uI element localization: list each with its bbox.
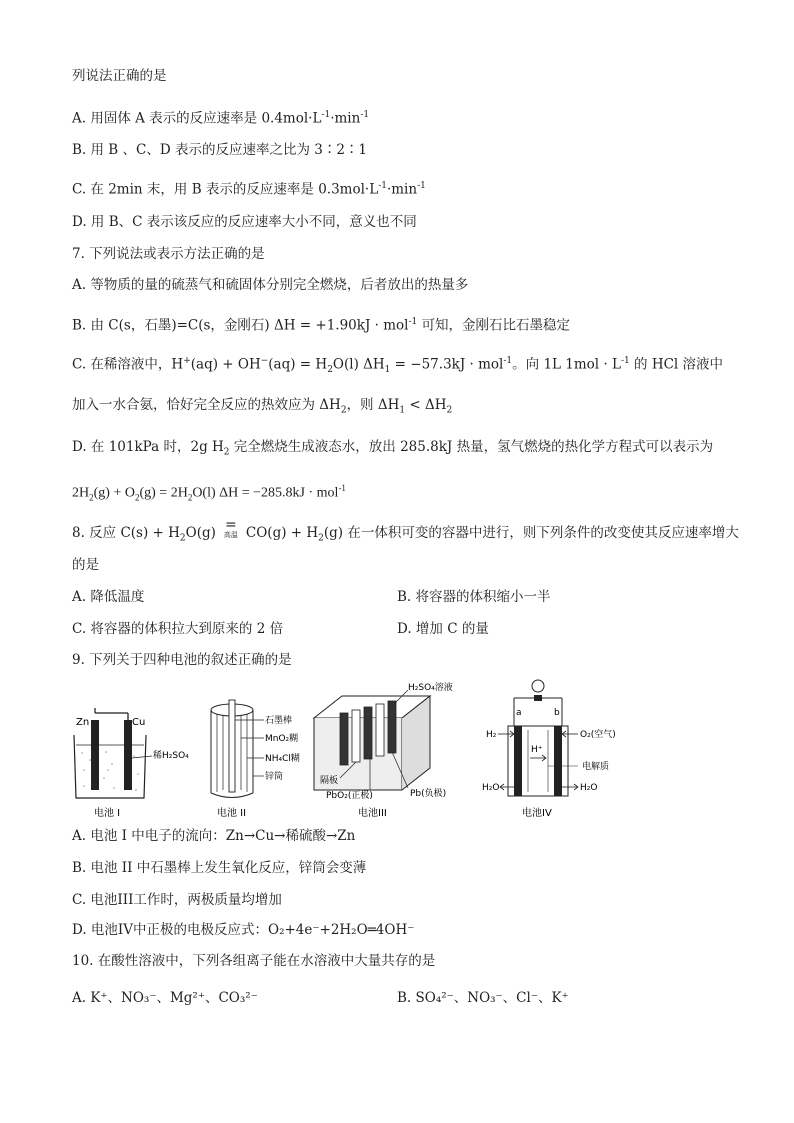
q10-stem: 10. 在酸性溶液中，下列各组离子能在水溶液中大量共存的是 (72, 953, 436, 969)
q6-option-a: A. 用固体 A 表示的反应速率是 $0.4mol\cdot L^{-1}\cdot\min^{-1}$ (72, 110, 370, 127)
svg-text:Pb(负极): Pb(负极) (410, 789, 447, 799)
q8-option-b: B. 将容器的体积缩小一半 (397, 589, 551, 605)
q8-stem: 8. 反应 $C(s) + H_2O(g)$ = 高温 $CO(g) + H_2(g)$ 在一体积可变的容器中进行，则下列条件的改变使其反应速率增大 (72, 517, 739, 544)
svg-text:O₂(空气): O₂(空气) (580, 730, 616, 740)
q9-stem: 9. 下列关于四种电池的叙述正确的是 (72, 652, 292, 668)
svg-text:电池 II: 电池 II (217, 808, 247, 819)
q8-option-c: C. 将容器的体积拉大到原来的 2 倍 (72, 621, 284, 637)
q7-option-c-line2: 加入一水合氨，恰好完全反应的热效应为 $\Delta H_2$，则 $\Delta H_1 < \Delta H_2$ (72, 397, 453, 416)
svg-text:PbO₂(正极): PbO₂(正极) (326, 791, 373, 801)
svg-text:电解质: 电解质 (582, 762, 610, 772)
svg-text:电池IV: 电池IV (522, 808, 552, 819)
svg-text:H⁺: H⁺ (531, 745, 543, 755)
q8-stem-line2: 的是 (72, 557, 99, 573)
svg-text:石墨棒: 石墨棒 (265, 716, 293, 726)
svg-text:Cu: Cu (132, 717, 146, 728)
svg-text:MnO₂糊: MnO₂糊 (265, 734, 299, 744)
figure-battery-3 (312, 678, 472, 823)
q7-option-a: A. 等物质的量的硫蒸气和硫固体分别完全燃烧，后者放出的热量多 (72, 277, 469, 293)
q6-option-b: B. 用 B 、C、D 表示的反应速率之比为 3∶2∶1 (72, 142, 368, 158)
q7-option-c: C. 在稀溶液中，$H^+(aq) + OH^-(aq) = H_2O(l) \Delta H_1 = -57.3kJ \cdot mol^{-1}$。向 1L $1mol \cdot L^{-1}$ 的 HCl 溶液中 (72, 356, 724, 376)
svg-text:NH₄Cl糊: NH₄Cl糊 (265, 754, 300, 764)
svg-text:H₂SO₄溶液: H₂SO₄溶液 (408, 683, 453, 693)
figure-battery-4 (478, 668, 623, 823)
svg-text:Zn: Zn (76, 717, 90, 728)
q8-option-d: D. 增加 C 的量 (397, 621, 489, 637)
q9-option-b: B. 电池 II 中石墨棒上发生氧化反应，锌筒会变薄 (72, 860, 367, 876)
svg-text:H₂O: H₂O (580, 783, 598, 793)
figure-battery-1 (72, 678, 207, 823)
svg-text:电池III: 电池III (358, 808, 387, 819)
svg-text:H₂O: H₂O (482, 783, 500, 793)
svg-text:电池 I: 电池 I (94, 808, 121, 819)
q8-option-a: A. 降低温度 (72, 589, 145, 605)
q6-option-c: C. 在 2min 末，用 B 表示的反应速率是 $0.3mol\cdot L^{-1}\cdot\min^{-1}$ (72, 181, 426, 198)
svg-text:a: a (516, 708, 522, 718)
q10-option-a: A. K⁺、NO₃⁻、Mg²⁺、CO₃²⁻ (72, 990, 258, 1006)
svg-text:锌筒: 锌筒 (265, 772, 284, 782)
reaction-condition: = 高温 (223, 517, 238, 539)
figure-battery-2 (207, 678, 317, 823)
svg-text:稀H₂SO₄: 稀H₂SO₄ (153, 751, 189, 761)
q9-option-c: C. 电池III工作时，两极质量均增加 (72, 892, 282, 908)
q9-option-d: D. 电池IV中正极的电极反应式：O₂+4e⁻+2H₂O═4OH⁻ (72, 922, 415, 938)
q9-option-a: A. 电池 I 中电子的流向：Zn→Cu→稀硫酸→Zn (72, 828, 356, 844)
svg-text:b: b (554, 708, 560, 718)
svg-text:隔板: 隔板 (320, 776, 339, 786)
q7-option-d: D. 在 101kPa 时，2g $H_2$ 完全燃烧生成液态水，放出 285.8kJ 热量，氢气燃烧的热化学方程式可以表示为 (72, 439, 714, 458)
q10-option-b: B. SO₄²⁻、NO₃⁻、Cl⁻、K⁺ (397, 990, 569, 1006)
q7-option-d-equation: $2H_2(g) + O_2(g) = 2H_2O(l) \Delta H = -285.8kJ \cdot mol^{-1}$ (72, 483, 346, 503)
q7-option-b: B. 由 C(s，石墨)=C(s，金刚石) ΔH = +1.90kJ · mol$^{-1}$ 可知，金刚石比石墨稳定 (72, 317, 571, 334)
svg-text:H₂: H₂ (486, 730, 497, 740)
q6-option-d: D. 用 B、C 表示该反应的反应速率大小不同，意义也不同 (72, 214, 417, 230)
q6-stem-tail: 列说法正确的是 (72, 68, 167, 84)
q7-stem: 7. 下列说法或表示方法正确的是 (72, 246, 265, 262)
